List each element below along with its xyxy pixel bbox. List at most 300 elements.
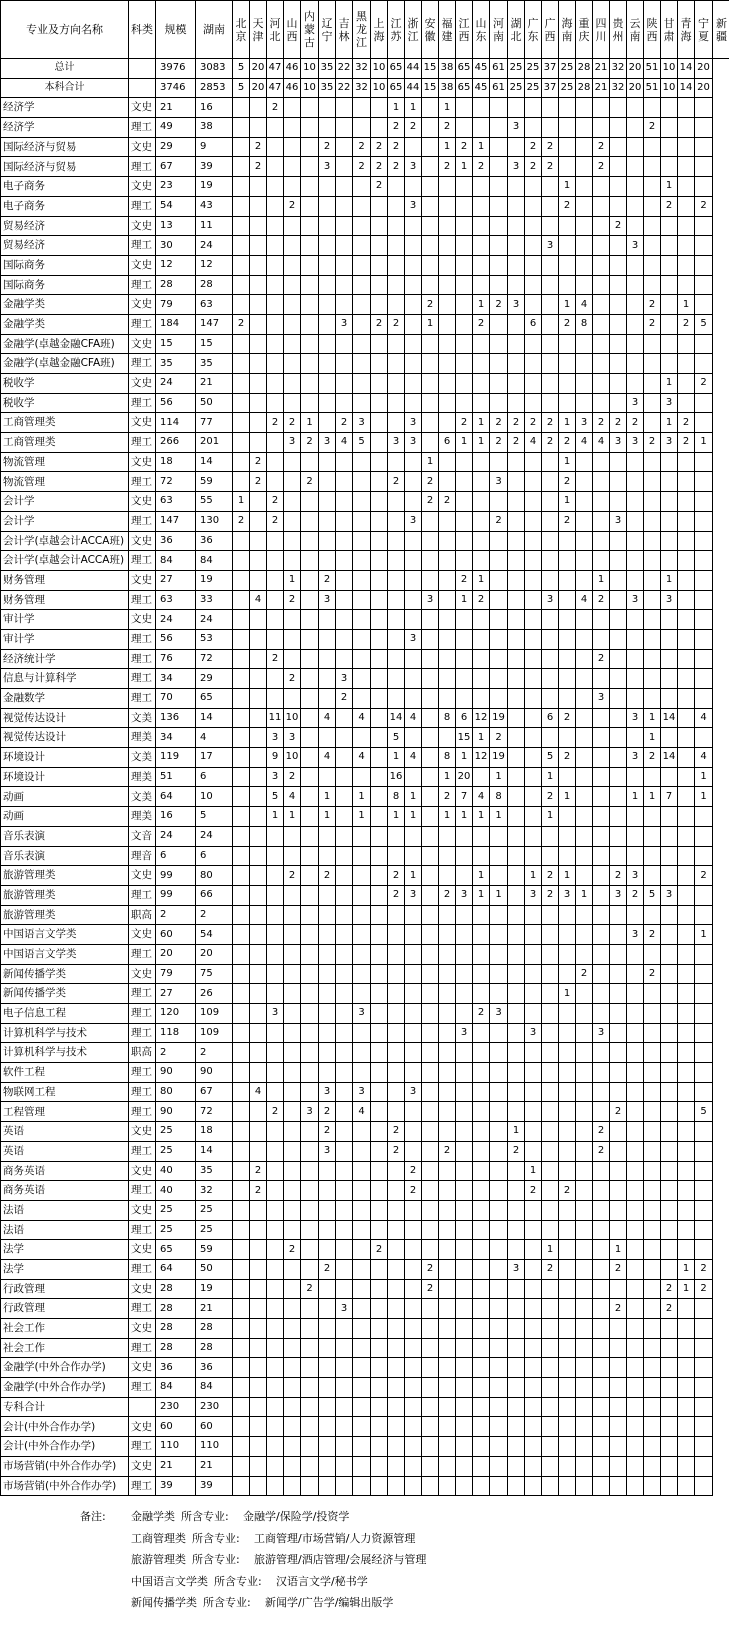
header-major-name: 专业及方向名称 <box>1 1 129 59</box>
province-quota-cell <box>576 708 593 728</box>
province-quota-cell <box>456 236 473 256</box>
province-quota-cell <box>473 1240 490 1260</box>
province-quota-cell <box>644 984 661 1004</box>
province-quota-cell <box>695 1456 713 1476</box>
province-quota-cell: 2 <box>525 157 542 177</box>
province-quota-cell <box>678 689 695 709</box>
province-quota-cell <box>610 1181 627 1201</box>
province-quota-cell <box>593 964 610 984</box>
category-cell: 文史 <box>129 1319 156 1339</box>
category-cell: 文史 <box>129 137 156 157</box>
province-quota-cell <box>388 570 405 590</box>
table-row <box>1 767 729 787</box>
province-quota-cell <box>353 629 371 649</box>
province-quota-cell <box>319 118 336 138</box>
province-quota-cell <box>388 610 405 630</box>
province-quota-cell <box>405 1378 422 1398</box>
major-name-cell: 社会工作 <box>1 1319 129 1339</box>
province-quota-cell <box>267 433 284 453</box>
table-row <box>1 984 729 1004</box>
province-quota-cell <box>508 1279 525 1299</box>
province-quota-cell: 2 <box>353 157 371 177</box>
province-quota-cell <box>576 452 593 472</box>
hunan-quota-cell: 17 <box>196 748 233 768</box>
province-quota-cell <box>405 610 422 630</box>
province-quota-cell <box>661 1456 678 1476</box>
province-quota-cell <box>388 1397 405 1417</box>
province-quota-cell <box>284 885 301 905</box>
province-quota-cell <box>542 1299 559 1319</box>
province-quota-cell <box>267 118 284 138</box>
province-quota-cell: 1 <box>559 787 576 807</box>
province-quota-cell <box>644 807 661 827</box>
province-quota-cell: 2 <box>456 137 473 157</box>
province-quota-cell: 3 <box>301 1102 319 1122</box>
province-quota-cell <box>661 1200 678 1220</box>
province-quota-cell <box>353 984 371 1004</box>
province-quota-cell: 1 <box>439 767 456 787</box>
province-quota-cell <box>644 1122 661 1142</box>
table-row <box>1 1338 729 1358</box>
province-quota-cell: 2 <box>267 98 284 118</box>
table-row <box>1 689 729 709</box>
province-quota-cell <box>371 1122 388 1142</box>
province-quota-cell: 15 <box>422 78 439 98</box>
province-quota-cell <box>267 866 284 886</box>
province-quota-cell <box>576 1437 593 1457</box>
province-quota-cell <box>336 1259 353 1279</box>
province-quota-cell <box>353 1476 371 1496</box>
province-quota-cell <box>319 177 336 197</box>
province-quota-cell <box>644 866 661 886</box>
province-quota-cell <box>250 1358 267 1378</box>
province-quota-cell <box>284 689 301 709</box>
province-quota-cell <box>661 1004 678 1024</box>
province-quota-cell <box>627 629 644 649</box>
category-cell: 理工 <box>129 472 156 492</box>
province-quota-cell <box>353 216 371 236</box>
province-quota-cell <box>250 964 267 984</box>
province-quota-cell: 2 <box>439 787 456 807</box>
province-quota-cell <box>371 531 388 551</box>
province-quota-cell: 4 <box>576 295 593 315</box>
province-quota-cell <box>661 1220 678 1240</box>
province-quota-cell <box>456 334 473 354</box>
province-quota-cell <box>644 393 661 413</box>
province-quota-cell: 20 <box>695 78 713 98</box>
province-quota-cell <box>353 590 371 610</box>
province-quota-cell <box>508 787 525 807</box>
category-cell: 理工 <box>129 157 156 177</box>
province-quota-cell <box>508 275 525 295</box>
province-quota-cell <box>284 1200 301 1220</box>
province-quota-cell: 2 <box>508 413 525 433</box>
province-quota-cell <box>371 236 388 256</box>
hunan-quota-cell: 24 <box>196 236 233 256</box>
province-quota-cell <box>490 236 508 256</box>
province-quota-cell <box>678 1043 695 1063</box>
province-quota-cell <box>250 1063 267 1083</box>
province-quota-cell: 2 <box>319 570 336 590</box>
province-quota-cell <box>610 1043 627 1063</box>
province-quota-cell <box>319 1299 336 1319</box>
province-quota-cell <box>439 551 456 571</box>
province-quota-cell <box>473 1102 490 1122</box>
province-quota-cell <box>371 826 388 846</box>
province-quota-cell <box>644 492 661 512</box>
hunan-quota-cell: 90 <box>196 1063 233 1083</box>
province-quota-cell <box>301 1319 319 1339</box>
major-name-cell: 市场营销(中外合作办学) <box>1 1456 129 1476</box>
province-quota-cell <box>301 1397 319 1417</box>
province-quota-cell <box>576 984 593 1004</box>
province-quota-cell: 2 <box>559 472 576 492</box>
table-row <box>1 275 729 295</box>
province-quota-cell <box>250 393 267 413</box>
province-quota-cell <box>490 275 508 295</box>
province-quota-cell <box>336 1082 353 1102</box>
province-quota-cell <box>250 236 267 256</box>
province-quota-cell: 10 <box>661 78 678 98</box>
province-quota-cell <box>559 393 576 413</box>
province-quota-cell <box>473 1456 490 1476</box>
province-quota-cell <box>250 708 267 728</box>
province-quota-cell <box>267 1319 284 1339</box>
province-quota-cell <box>695 570 713 590</box>
province-quota-cell: 4 <box>405 748 422 768</box>
province-quota-cell <box>353 334 371 354</box>
province-quota-cell <box>490 1358 508 1378</box>
province-quota-cell <box>525 1437 542 1457</box>
scale-cell: 29 <box>156 137 196 157</box>
province-quota-cell <box>371 1378 388 1398</box>
province-quota-cell <box>525 846 542 866</box>
province-quota-cell <box>456 295 473 315</box>
major-name-cell: 经济统计学 <box>1 649 129 669</box>
province-quota-cell: 1 <box>439 807 456 827</box>
province-quota-cell <box>405 649 422 669</box>
province-quota-cell: 5 <box>388 728 405 748</box>
province-quota-cell <box>284 334 301 354</box>
province-quota-cell <box>695 1358 713 1378</box>
province-quota-cell <box>644 1023 661 1043</box>
province-quota-cell: 2 <box>319 1259 336 1279</box>
province-quota-cell <box>388 1338 405 1358</box>
table-row <box>1 1082 729 1102</box>
province-quota-cell <box>353 570 371 590</box>
scale-cell: 6 <box>156 846 196 866</box>
hunan-quota-cell: 84 <box>196 551 233 571</box>
province-quota-cell: 1 <box>405 807 422 827</box>
province-quota-cell <box>610 1200 627 1220</box>
province-quota-cell <box>576 98 593 118</box>
province-quota-cell <box>388 629 405 649</box>
province-quota-cell <box>525 1397 542 1417</box>
province-quota-cell <box>473 1437 490 1457</box>
province-quota-cell <box>456 826 473 846</box>
province-quota-cell: 65 <box>388 59 405 79</box>
major-name-cell: 会计学(卓越会计ACCA班) <box>1 551 129 571</box>
province-quota-cell <box>250 511 267 531</box>
major-name-cell: 经济学 <box>1 98 129 118</box>
province-quota-cell: 2 <box>695 196 713 216</box>
province-quota-cell: 3 <box>319 157 336 177</box>
major-name-cell: 行政管理 <box>1 1279 129 1299</box>
province-quota-cell <box>559 1437 576 1457</box>
hunan-quota-cell: 50 <box>196 393 233 413</box>
province-quota-cell <box>250 905 267 925</box>
province-quota-cell <box>644 216 661 236</box>
province-quota-cell <box>678 354 695 374</box>
province-quota-cell <box>422 433 439 453</box>
province-quota-cell <box>405 846 422 866</box>
province-quota-cell <box>525 669 542 689</box>
province-quota-cell <box>456 1319 473 1339</box>
province-quota-cell: 1 <box>695 767 713 787</box>
province-quota-cell <box>267 964 284 984</box>
province-quota-cell <box>371 590 388 610</box>
province-quota-cell <box>388 452 405 472</box>
province-quota-cell <box>559 1200 576 1220</box>
summary-row <box>1 59 729 79</box>
province-quota-cell: 15 <box>422 59 439 79</box>
province-quota-cell <box>627 275 644 295</box>
table-row <box>1 196 729 216</box>
province-quota-cell <box>490 866 508 886</box>
province-quota-cell <box>353 196 371 216</box>
province-quota-cell <box>405 1259 422 1279</box>
province-quota-cell <box>490 649 508 669</box>
province-quota-cell <box>422 1220 439 1240</box>
scale-cell: 80 <box>156 1082 196 1102</box>
province-quota-cell <box>319 1437 336 1457</box>
province-quota-cell <box>250 551 267 571</box>
table-row <box>1 216 729 236</box>
province-quota-cell <box>233 1456 250 1476</box>
province-quota-cell <box>559 649 576 669</box>
province-quota-cell <box>593 511 610 531</box>
province-quota-cell <box>473 905 490 925</box>
province-quota-cell <box>233 846 250 866</box>
province-quota-cell <box>353 393 371 413</box>
province-quota-cell <box>439 531 456 551</box>
province-quota-cell <box>576 826 593 846</box>
province-quota-cell <box>644 551 661 571</box>
province-quota-cell: 2 <box>267 511 284 531</box>
province-quota-cell <box>508 1437 525 1457</box>
province-quota-cell <box>576 118 593 138</box>
province-quota-cell: 2 <box>490 413 508 433</box>
major-name-cell: 金融数学 <box>1 689 129 709</box>
province-quota-cell <box>525 570 542 590</box>
province-quota-cell <box>542 314 559 334</box>
province-quota-cell <box>627 1437 644 1457</box>
province-quota-cell <box>439 590 456 610</box>
province-quota-cell <box>233 1338 250 1358</box>
province-quota-cell <box>678 1358 695 1378</box>
province-quota-cell <box>610 1456 627 1476</box>
province-quota-cell: 2 <box>593 1141 610 1161</box>
province-quota-cell <box>695 1397 713 1417</box>
province-quota-cell <box>695 846 713 866</box>
major-name-cell: 物流管理 <box>1 472 129 492</box>
province-quota-cell <box>542 354 559 374</box>
province-quota-cell <box>508 748 525 768</box>
province-quota-cell <box>490 1082 508 1102</box>
table-row <box>1 374 729 394</box>
province-quota-cell: 3 <box>542 236 559 256</box>
category-cell: 理工 <box>129 1141 156 1161</box>
province-quota-cell <box>405 1063 422 1083</box>
province-quota-cell <box>627 649 644 669</box>
province-quota-cell <box>508 1161 525 1181</box>
hunan-quota-cell: 28 <box>196 1319 233 1339</box>
province-quota-cell: 1 <box>456 748 473 768</box>
province-quota-cell <box>661 1122 678 1142</box>
province-quota-cell <box>593 629 610 649</box>
province-quota-cell <box>610 846 627 866</box>
province-quota-cell <box>250 1023 267 1043</box>
province-quota-cell <box>508 669 525 689</box>
province-quota-cell <box>695 1161 713 1181</box>
province-quota-cell <box>319 1004 336 1024</box>
province-quota-cell <box>439 1279 456 1299</box>
province-quota-cell <box>267 1063 284 1083</box>
province-quota-cell <box>371 787 388 807</box>
province-quota-cell: 61 <box>490 78 508 98</box>
province-quota-cell <box>267 374 284 394</box>
category-cell: 理工 <box>129 984 156 1004</box>
province-quota-cell <box>353 925 371 945</box>
province-quota-cell <box>456 629 473 649</box>
province-quota-cell <box>695 413 713 433</box>
province-quota-cell <box>388 905 405 925</box>
major-name-cell: 市场营销(中外合作办学) <box>1 1476 129 1496</box>
province-quota-cell <box>542 629 559 649</box>
province-quota-cell <box>250 314 267 334</box>
province-quota-cell <box>319 295 336 315</box>
province-quota-cell <box>661 944 678 964</box>
province-quota-cell <box>233 748 250 768</box>
province-quota-cell <box>593 1043 610 1063</box>
province-quota-cell <box>610 1338 627 1358</box>
province-quota-cell: 4 <box>353 708 371 728</box>
province-quota-cell <box>627 334 644 354</box>
province-quota-cell <box>267 1181 284 1201</box>
province-quota-cell <box>695 590 713 610</box>
province-quota-cell: 2 <box>371 314 388 334</box>
province-quota-cell <box>456 314 473 334</box>
province-quota-cell: 1 <box>233 492 250 512</box>
province-quota-cell <box>542 1200 559 1220</box>
province-quota-cell: 25 <box>525 78 542 98</box>
province-quota-cell: 10 <box>301 59 319 79</box>
table-row <box>1 807 729 827</box>
province-quota-cell <box>371 1279 388 1299</box>
province-quota-cell <box>388 1240 405 1260</box>
major-name-cell: 会计学 <box>1 511 129 531</box>
province-quota-cell <box>422 1240 439 1260</box>
province-quota-cell: 14 <box>661 708 678 728</box>
table-row <box>1 1417 729 1437</box>
province-quota-cell <box>525 708 542 728</box>
province-quota-cell <box>559 1397 576 1417</box>
province-quota-cell <box>233 275 250 295</box>
province-quota-cell: 1 <box>473 137 490 157</box>
province-quota-cell: 2 <box>371 1240 388 1260</box>
hunan-quota-cell: 54 <box>196 925 233 945</box>
scale-cell: 76 <box>156 649 196 669</box>
province-quota-cell <box>661 531 678 551</box>
province-quota-cell <box>233 570 250 590</box>
province-quota-cell <box>593 531 610 551</box>
scale-cell: 99 <box>156 885 196 905</box>
province-quota-cell: 1 <box>284 570 301 590</box>
province-quota-cell <box>422 984 439 1004</box>
province-quota-cell <box>405 216 422 236</box>
major-name-cell: 物流管理 <box>1 452 129 472</box>
province-quota-cell <box>267 846 284 866</box>
province-quota-cell <box>678 1417 695 1437</box>
hunan-quota-cell: 59 <box>196 1240 233 1260</box>
province-quota-cell: 3 <box>508 1259 525 1279</box>
table-row <box>1 118 729 138</box>
province-quota-cell: 28 <box>576 78 593 98</box>
province-quota-cell: 3 <box>610 511 627 531</box>
province-quota-cell <box>695 177 713 197</box>
province-quota-cell <box>405 1004 422 1024</box>
province-quota-cell <box>627 314 644 334</box>
province-quota-cell <box>353 846 371 866</box>
province-quota-cell: 2 <box>559 196 576 216</box>
province-quota-cell <box>678 157 695 177</box>
province-quota-cell: 1 <box>388 748 405 768</box>
province-quota-cell <box>508 1200 525 1220</box>
province-quota-cell <box>525 748 542 768</box>
province-quota-cell <box>250 1476 267 1496</box>
province-quota-cell <box>490 492 508 512</box>
province-quota-cell <box>610 1063 627 1083</box>
province-quota-cell <box>422 157 439 177</box>
province-quota-cell <box>576 1122 593 1142</box>
category-cell: 文史 <box>129 177 156 197</box>
province-quota-cell: 2 <box>525 1181 542 1201</box>
province-quota-cell <box>301 1378 319 1398</box>
province-quota-cell: 3 <box>267 1004 284 1024</box>
province-quota-cell <box>388 1181 405 1201</box>
province-quota-cell <box>301 452 319 472</box>
province-quota-cell <box>301 570 319 590</box>
province-quota-cell <box>319 1063 336 1083</box>
province-quota-cell: 25 <box>559 78 576 98</box>
province-quota-cell: 2 <box>371 177 388 197</box>
province-quota-cell <box>301 1063 319 1083</box>
major-name-cell: 专科合计 <box>1 1397 129 1417</box>
province-quota-cell <box>388 334 405 354</box>
major-name-cell: 软件工程 <box>1 1063 129 1083</box>
province-quota-cell <box>576 1043 593 1063</box>
province-quota-cell <box>422 275 439 295</box>
province-quota-cell <box>267 314 284 334</box>
province-quota-cell <box>542 570 559 590</box>
province-quota-cell <box>473 1161 490 1181</box>
province-quota-cell <box>284 1063 301 1083</box>
province-quota-cell <box>627 669 644 689</box>
province-quota-cell <box>678 1023 695 1043</box>
hunan-quota-cell: 50 <box>196 1259 233 1279</box>
province-quota-cell: 5 <box>695 314 713 334</box>
province-quota-cell <box>559 1102 576 1122</box>
